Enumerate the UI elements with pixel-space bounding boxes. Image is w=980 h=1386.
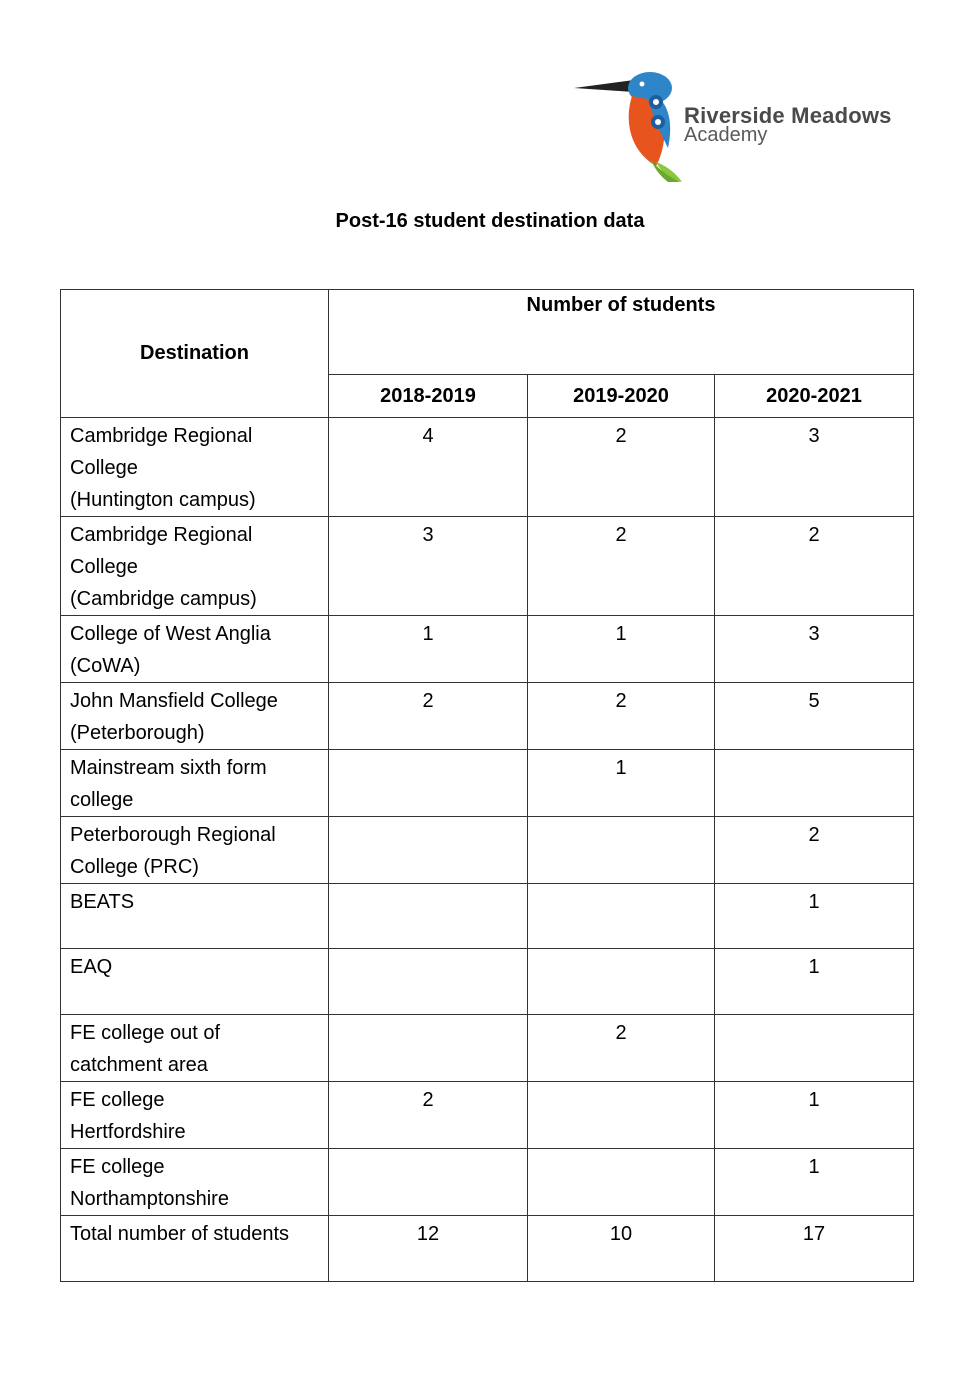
destination-name-line: Total number of students (70, 1223, 290, 1245)
student-count-cell: 1 (528, 616, 715, 683)
table-row (61, 1082, 914, 1149)
destination-name-line: College (70, 457, 138, 479)
destination-name-line: College of West Anglia (70, 623, 271, 645)
destination-name-line: Cambridge Regional (70, 524, 253, 546)
student-count-cell: 2 (329, 683, 528, 750)
student-count-cell: 3 (329, 517, 528, 616)
destination-name-cell (61, 1015, 329, 1082)
table-row (61, 418, 914, 517)
student-count-cell (528, 817, 715, 884)
table-row (61, 884, 914, 949)
destination-name-cell (61, 616, 329, 683)
destination-name-line: (Huntington campus) (70, 489, 256, 511)
student-count-cell: 3 (715, 418, 914, 517)
student-count-cell: 2 (528, 517, 715, 616)
student-count-cell (329, 1015, 528, 1082)
destination-name-line: Mainstream sixth form (70, 757, 267, 779)
table-row (61, 750, 914, 817)
student-count-cell: 12 (329, 1216, 528, 1282)
student-count-cell (715, 750, 914, 817)
student-count-cell: 2 (329, 1082, 528, 1149)
student-count-cell: 1 (715, 949, 914, 1015)
table-row (61, 1216, 914, 1282)
table-row (61, 616, 914, 683)
student-count-cell: 2 (715, 517, 914, 616)
table-row (61, 1015, 914, 1082)
student-count-cell: 2 (528, 418, 715, 517)
table-row (61, 1149, 914, 1216)
destination-name-line: BEATS (70, 891, 135, 913)
student-count-cell: 1 (715, 1149, 914, 1216)
destination-name-line: Northamptonshire (70, 1188, 229, 1210)
table-row (61, 683, 914, 750)
destination-name-cell (61, 418, 329, 517)
student-count-cell: 2 (528, 1015, 715, 1082)
student-count-cell: 5 (715, 683, 914, 750)
student-count-cell: 1 (528, 750, 715, 817)
destination-name-line: Hertfordshire (70, 1121, 186, 1143)
student-count-cell (528, 1149, 715, 1216)
student-count-cell (715, 1015, 914, 1082)
destination-name-line: (Peterborough) (70, 722, 205, 744)
number-of-students-header: Number of students (329, 290, 914, 375)
destination-name-line: Peterborough Regional (70, 824, 276, 846)
student-count-cell (329, 817, 528, 884)
academy-logo (572, 66, 912, 184)
destination-name-cell (61, 1216, 329, 1282)
logo-name: Riverside Meadows (684, 103, 892, 128)
destination-name-line: FE college (70, 1089, 165, 1111)
student-count-cell: 4 (329, 418, 528, 517)
student-count-cell: 1 (715, 1082, 914, 1149)
destination-name-line: FE college out of (70, 1022, 221, 1044)
destination-header: Destination (61, 290, 329, 418)
student-count-cell (329, 949, 528, 1015)
student-count-cell (329, 750, 528, 817)
destination-name-cell (61, 683, 329, 750)
student-count-cell (329, 884, 528, 949)
page-title: Post-16 student destination data (335, 210, 645, 232)
destination-name-line: College (PRC) (70, 856, 199, 878)
student-count-cell (528, 949, 715, 1015)
student-count-cell: 17 (715, 1216, 914, 1282)
student-count-cell: 1 (329, 616, 528, 683)
destination-name-line: (CoWA) (70, 655, 141, 677)
student-count-cell: 1 (715, 884, 914, 949)
destination-name-line: college (70, 789, 134, 811)
year-header: 2020-2021 (715, 375, 914, 418)
destination-name-line: (Cambridge campus) (70, 588, 257, 610)
year-header: 2019-2020 (528, 375, 715, 418)
student-count-cell (528, 1082, 715, 1149)
table-row (61, 949, 914, 1015)
student-count-cell: 2 (528, 683, 715, 750)
logo-subtitle: Academy (684, 124, 768, 146)
destination-name-cell (61, 817, 329, 884)
destination-name-line: catchment area (70, 1054, 208, 1076)
destination-name-cell (61, 1149, 329, 1216)
destination-name-cell (61, 750, 329, 817)
year-header: 2018-2019 (329, 375, 528, 418)
student-count-cell (329, 1149, 528, 1216)
destination-name-line: EAQ (70, 956, 113, 978)
destination-name-cell (61, 884, 329, 949)
student-count-cell: 2 (715, 817, 914, 884)
table-row (61, 517, 914, 616)
student-count-cell (528, 884, 715, 949)
table-row (61, 817, 914, 884)
student-count-cell: 3 (715, 616, 914, 683)
destination-table (60, 289, 914, 1282)
destination-name-cell (61, 949, 329, 1015)
destination-name-line: Cambridge Regional (70, 425, 253, 447)
destination-name-line: College (70, 556, 138, 578)
kingfisher-logo-icon (572, 66, 684, 184)
student-count-cell: 10 (528, 1216, 715, 1282)
destination-name-cell (61, 517, 329, 616)
destination-name-line: FE college (70, 1156, 165, 1178)
destination-name-cell (61, 1082, 329, 1149)
destination-name-line: John Mansfield College (70, 690, 278, 712)
